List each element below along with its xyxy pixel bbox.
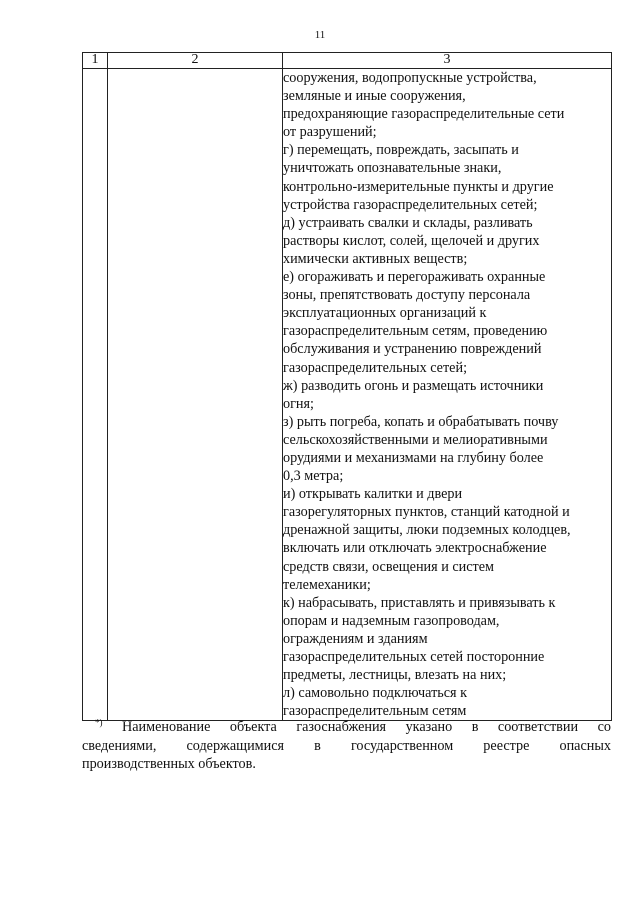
table-header-col3: 3 [283,53,612,69]
restriction-line: е) огораживать и перегораживать охранные [283,269,546,286]
restrictions-list [283,69,611,720]
footnote-word: со [597,719,611,735]
restriction-line: эксплуатационных организаций к [283,305,487,322]
restriction-line: газорегуляторных пунктов, станций катодной и [283,504,570,521]
restriction-line: дренажной защиты, люки подземных колодцев, [283,522,571,539]
footnote-word: производственных объектов. [82,756,256,772]
restriction-line: газораспределительным сетям [283,703,467,720]
restriction-line: огня; [283,395,314,412]
table-cell-col3 [283,69,612,721]
restriction-line: ж) разводить огонь и размещать источники [283,377,544,394]
footnote-word: Наименование [121,719,211,735]
restriction-line: ограждениям и зданиям [283,630,428,647]
restriction-line: устройства газораспределительных сетей; [283,196,538,213]
footnote-word: объекта [229,719,277,735]
footnote-word: в [314,737,321,754]
page-number: 11 [314,29,326,41]
restriction-line: г) перемещать, повреждать, засыпать и [283,142,519,159]
footnote-word: содержащимися [186,737,285,754]
document-table [82,52,612,721]
restriction-line: от разрушений; [283,124,377,141]
restriction-line: сооружения, водопропускные устройства, [283,70,537,86]
restriction-line: газораспределительных сетей; [283,359,468,376]
table-header-col2: 2 [108,53,283,69]
restriction-line: телемеханики; [283,576,371,593]
table-header-col1: 1 [83,53,108,69]
footnote-line [82,737,611,756]
footnote-word: соответствии [497,719,579,735]
restriction-line: газораспределительным сетям, проведению [283,323,548,340]
restriction-line: 0,3 метра; [283,468,344,485]
restriction-line: обслуживания и устранению повреждений [283,341,542,358]
footnote-line [82,718,611,737]
restriction-line: предохраняющие газораспределительные сети [283,106,565,123]
footnote-line [82,755,611,774]
footnote [82,718,611,774]
restriction-line: химически активных веществ; [283,250,468,267]
restriction-line: земляные и иные сооружения, [283,88,466,105]
footnote-word: в [471,719,479,735]
footnote-word [95,718,103,737]
restriction-line: средств связи, освещения и систем [283,558,495,575]
table-cell-col1 [83,69,108,721]
restriction-line: опорам и надземным газопроводам, [283,612,500,629]
restriction-line: уничтожать опознавательные знаки, [283,160,502,177]
table-header-row [83,53,612,69]
restriction-line: включать или отключать электроснабжение [283,540,547,557]
restriction-line: орудиями и механизмами на глубину более [283,449,544,466]
footnote-word: газоснабжения [296,719,387,735]
restriction-line: з) рыть погреба, копать и обрабатывать почву [283,413,559,430]
restriction-line: л) самовольно подключаться к [283,685,468,702]
restriction-line: сельскохозяйственными и мелиоративными [283,431,548,448]
footnote-word: опасных [559,737,611,754]
restriction-line: и) открывать калитки и двери [283,486,463,503]
restriction-line: газораспределительных сетей посторонние [283,649,545,665]
footnote-word: государственном [350,737,454,754]
restriction-line: д) устраивать свалки и склады, разливать [283,214,533,231]
restriction-line: контрольно-измерительные пункты и другие [283,178,554,195]
footnote-word: реестре [483,737,530,754]
footnote-word: указано [405,719,453,735]
restriction-line: растворы кислот, солей, щелочей и других [283,232,540,249]
restriction-line: предметы, лестницы, влезать на них; [283,667,507,684]
footnote-marker: *) [95,717,103,728]
restriction-line: зоны, препятствовать доступу персонала [283,287,531,304]
footnote-word: сведениями, [82,737,157,754]
restriction-line: к) набрасывать, приставлять и привязывать к [283,594,556,611]
table-cell-col2 [108,69,283,721]
table-row [83,69,612,721]
